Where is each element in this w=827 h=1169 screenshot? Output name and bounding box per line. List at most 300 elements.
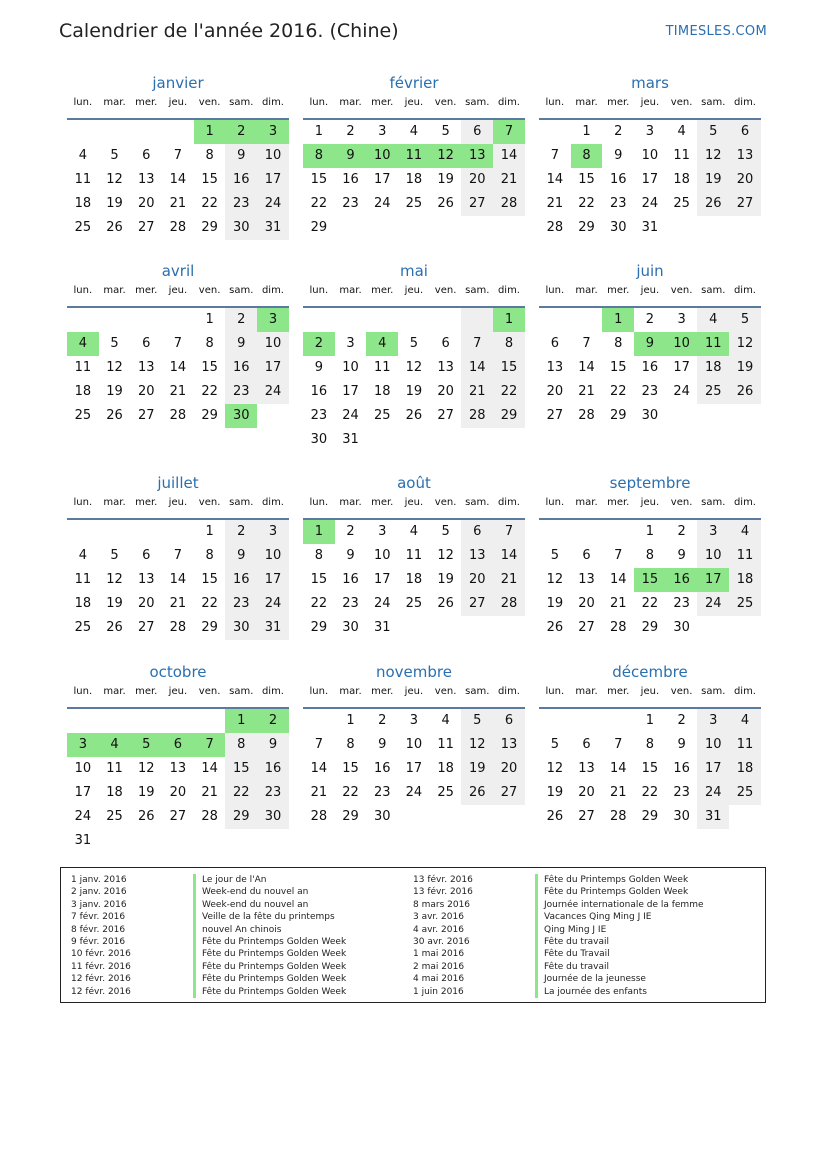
day-cell: 20 bbox=[437, 384, 454, 399]
empty-cell bbox=[461, 308, 493, 332]
day-cell: 18 bbox=[405, 572, 423, 587]
day-cell: 26 bbox=[106, 408, 123, 423]
day-grid bbox=[67, 308, 289, 428]
day-cell: 22 bbox=[578, 196, 595, 211]
legend-date: 2 janv. 2016 bbox=[71, 887, 127, 898]
weekday-header bbox=[67, 282, 289, 308]
month-block bbox=[67, 72, 289, 240]
day-cell: 11 bbox=[729, 733, 761, 757]
empty-cell bbox=[430, 308, 462, 332]
empty-cell bbox=[602, 520, 634, 544]
empty-cell bbox=[461, 616, 493, 640]
weekday-header bbox=[303, 282, 525, 308]
legend-holiday-name: Journée de la jeunesse bbox=[544, 974, 646, 985]
empty-cell bbox=[67, 308, 99, 332]
day-cell: 24 bbox=[257, 380, 289, 404]
day-cell: 18 bbox=[74, 596, 92, 611]
empty-cell bbox=[366, 216, 398, 240]
empty-cell bbox=[162, 308, 194, 332]
legend-item bbox=[413, 886, 704, 898]
weekday-header bbox=[67, 94, 289, 120]
day-cell: 9 bbox=[614, 148, 623, 163]
day-cell: 11 bbox=[74, 172, 92, 187]
holiday-marker bbox=[535, 911, 538, 923]
legend-item bbox=[413, 899, 704, 911]
weekday-label: jeu. bbox=[640, 285, 660, 296]
weekday-label: dim. bbox=[497, 497, 520, 508]
empty-cell bbox=[225, 829, 257, 853]
legend-item bbox=[71, 936, 346, 948]
day-cell: 2 bbox=[225, 520, 257, 544]
day-cell: 3 bbox=[677, 312, 686, 327]
holiday-marker bbox=[193, 911, 196, 923]
empty-cell bbox=[571, 520, 603, 544]
weekday-label: lun. bbox=[309, 285, 329, 296]
day-cell: 2 bbox=[225, 308, 257, 332]
month-block bbox=[303, 661, 525, 829]
day-cell: 14 bbox=[493, 544, 525, 568]
day-grid bbox=[539, 308, 761, 428]
empty-cell bbox=[539, 520, 571, 544]
weekday-label: lun. bbox=[545, 285, 565, 296]
day-cell: 29 bbox=[310, 220, 328, 235]
weekday-label: sam. bbox=[465, 97, 490, 108]
day-cell: 23 bbox=[225, 380, 257, 404]
day-cell: 18 bbox=[437, 761, 454, 776]
day-cell: 6 bbox=[142, 336, 151, 351]
day-cell: 4 bbox=[697, 308, 729, 332]
day-cell: 8 bbox=[645, 737, 655, 752]
day-cell: 24 bbox=[697, 781, 729, 805]
legend-date: 2 mai 2016 bbox=[413, 961, 465, 972]
day-cell: 7 bbox=[314, 737, 323, 752]
day-cell: 6 bbox=[550, 336, 559, 351]
legend-holiday-name: Qing Ming J IE bbox=[544, 924, 607, 935]
legend-item bbox=[71, 973, 346, 985]
day-cell: 19 bbox=[729, 356, 761, 380]
legend-item bbox=[71, 961, 346, 973]
month-block bbox=[303, 260, 525, 452]
day-cell: 5 bbox=[110, 336, 119, 351]
day-cell: 25 bbox=[106, 809, 123, 824]
empty-cell bbox=[430, 216, 462, 240]
day-cell: 23 bbox=[225, 192, 257, 216]
day-cell: 27 bbox=[461, 192, 493, 216]
day-cell: 27 bbox=[578, 620, 595, 635]
day-cell: 2 bbox=[346, 124, 355, 139]
day-cell: 10 bbox=[74, 761, 92, 776]
weekday-label: dim. bbox=[733, 686, 756, 697]
day-cell: 4 bbox=[78, 548, 87, 563]
day-cell: 28 bbox=[310, 809, 328, 824]
weekday-label: lun. bbox=[309, 497, 329, 508]
day-cell: 28 bbox=[461, 404, 493, 428]
day-cell: 4 bbox=[366, 332, 398, 356]
day-cell: 31 bbox=[697, 805, 729, 829]
day-cell: 9 bbox=[335, 144, 367, 168]
holiday-marker bbox=[193, 886, 196, 898]
day-cell: 25 bbox=[373, 408, 391, 423]
empty-cell bbox=[257, 404, 289, 428]
day-cell: 11 bbox=[405, 548, 423, 563]
legend-date: 8 févr. 2016 bbox=[71, 924, 126, 935]
day-cell: 5 bbox=[550, 548, 559, 563]
day-cell: 29 bbox=[310, 620, 328, 635]
day-cell: 12 bbox=[546, 572, 564, 587]
weekday-label: lun. bbox=[73, 686, 93, 697]
legend-item bbox=[71, 986, 346, 998]
weekday-header bbox=[539, 94, 761, 120]
day-cell: 30 bbox=[257, 805, 289, 829]
day-cell: 29 bbox=[493, 404, 525, 428]
day-cell: 14 bbox=[169, 172, 187, 187]
weekday-label: dim. bbox=[497, 285, 520, 296]
legend-column-right bbox=[413, 874, 704, 998]
day-cell: 8 bbox=[303, 144, 335, 168]
weekday-label: sam. bbox=[701, 686, 726, 697]
day-cell: 29 bbox=[641, 620, 659, 635]
empty-cell bbox=[398, 216, 430, 240]
day-cell: 9 bbox=[378, 737, 387, 752]
day-cell: 7 bbox=[493, 120, 525, 144]
holiday-marker bbox=[535, 986, 538, 998]
empty-cell bbox=[697, 404, 729, 428]
month-name: février bbox=[389, 74, 439, 92]
day-cell: 20 bbox=[137, 596, 155, 611]
day-cell: 27 bbox=[493, 781, 525, 805]
day-cell: 23 bbox=[310, 408, 328, 423]
day-grid bbox=[303, 308, 525, 452]
legend-date: 12 févr. 2016 bbox=[71, 974, 131, 985]
day-cell: 13 bbox=[461, 144, 493, 168]
day-cell: 17 bbox=[257, 356, 289, 380]
holiday-marker bbox=[193, 986, 196, 998]
day-cell: 18 bbox=[729, 568, 761, 592]
day-cell: 7 bbox=[614, 548, 623, 563]
empty-cell bbox=[162, 709, 194, 733]
day-cell: 15 bbox=[609, 360, 627, 375]
empty-cell bbox=[697, 216, 729, 240]
legend-item bbox=[413, 961, 704, 973]
day-cell: 3 bbox=[378, 124, 387, 139]
legend-date: 4 mai 2016 bbox=[413, 974, 465, 985]
empty-cell bbox=[303, 308, 335, 332]
day-cell: 5 bbox=[729, 308, 761, 332]
day-cell: 22 bbox=[201, 196, 218, 211]
day-cell: 23 bbox=[342, 596, 359, 611]
empty-cell bbox=[99, 120, 131, 144]
day-cell: 25 bbox=[729, 592, 761, 616]
day-cell: 11 bbox=[697, 332, 729, 356]
day-cell: 3 bbox=[257, 120, 289, 144]
weekday-label: dim. bbox=[733, 285, 756, 296]
empty-cell bbox=[99, 829, 131, 853]
month-name: décembre bbox=[612, 663, 688, 681]
day-cell: 27 bbox=[169, 809, 187, 824]
day-cell: 3 bbox=[697, 520, 729, 544]
weekday-label: mar. bbox=[339, 97, 362, 108]
legend-item bbox=[71, 886, 346, 898]
legend-item bbox=[71, 924, 346, 936]
day-cell: 25 bbox=[729, 781, 761, 805]
day-cell: 21 bbox=[578, 384, 595, 399]
day-cell: 22 bbox=[609, 384, 627, 399]
legend-holiday-name: La journée des enfants bbox=[544, 986, 647, 997]
day-cell: 17 bbox=[257, 168, 289, 192]
day-cell: 31 bbox=[257, 616, 289, 640]
empty-cell bbox=[67, 709, 99, 733]
weekday-label: lun. bbox=[545, 497, 565, 508]
day-cell: 16 bbox=[310, 384, 328, 399]
legend-date: 3 janv. 2016 bbox=[71, 899, 127, 910]
month-block bbox=[303, 472, 525, 640]
weekday-label: mer. bbox=[371, 285, 394, 296]
day-cell: 15 bbox=[493, 356, 525, 380]
weekday-label: jeu. bbox=[404, 686, 424, 697]
day-cell: 21 bbox=[169, 596, 187, 611]
day-cell: 23 bbox=[641, 384, 659, 399]
day-cell: 6 bbox=[162, 733, 194, 757]
day-cell: 29 bbox=[201, 620, 218, 635]
legend-holiday-name: Vacances Qing Ming J IE bbox=[544, 912, 652, 923]
weekday-label: mer. bbox=[371, 686, 394, 697]
legend-holiday-name: Fête du Printemps Golden Week bbox=[202, 961, 347, 972]
legend-item bbox=[413, 986, 704, 998]
day-cell: 3 bbox=[257, 520, 289, 544]
day-cell: 12 bbox=[729, 332, 761, 356]
legend-date: 11 févr. 2016 bbox=[71, 961, 131, 972]
day-cell: 8 bbox=[571, 144, 603, 168]
day-cell: 21 bbox=[310, 785, 328, 800]
day-cell: 19 bbox=[137, 785, 155, 800]
day-cell: 9 bbox=[257, 733, 289, 757]
empty-cell bbox=[430, 428, 462, 452]
weekday-label: jeu. bbox=[168, 497, 188, 508]
day-cell: 29 bbox=[342, 809, 359, 824]
day-cell: 14 bbox=[169, 360, 187, 375]
day-cell: 11 bbox=[373, 360, 391, 375]
day-cell: 6 bbox=[461, 120, 493, 144]
day-cell: 8 bbox=[205, 148, 214, 163]
day-cell: 14 bbox=[546, 172, 564, 187]
empty-cell bbox=[430, 805, 462, 829]
day-cell: 9 bbox=[677, 548, 686, 563]
day-cell: 27 bbox=[137, 408, 155, 423]
legend-holiday-name: Fête du Printemps Golden Week bbox=[544, 887, 689, 898]
day-cell: 11 bbox=[106, 761, 123, 776]
legend-item bbox=[71, 874, 346, 886]
day-cell: 16 bbox=[342, 572, 359, 587]
day-cell: 18 bbox=[106, 785, 123, 800]
month-name: janvier bbox=[152, 74, 204, 92]
day-cell: 28 bbox=[578, 408, 595, 423]
empty-cell bbox=[461, 805, 493, 829]
day-cell: 28 bbox=[169, 620, 187, 635]
day-cell: 8 bbox=[225, 733, 257, 757]
weekday-label: dim. bbox=[497, 97, 520, 108]
month-name: juin bbox=[636, 262, 664, 280]
weekday-label: lun. bbox=[73, 497, 93, 508]
empty-cell bbox=[729, 616, 761, 640]
empty-cell bbox=[99, 520, 131, 544]
day-cell: 8 bbox=[645, 548, 655, 563]
legend-date: 8 mars 2016 bbox=[413, 899, 471, 910]
day-cell: 4 bbox=[441, 713, 450, 728]
day-cell: 26 bbox=[437, 596, 454, 611]
day-cell: 2 bbox=[303, 332, 335, 356]
legend-holiday-name: Week-end du nouvel an bbox=[202, 887, 309, 898]
day-cell: 28 bbox=[169, 408, 187, 423]
month-name: août bbox=[397, 474, 431, 492]
day-cell: 16 bbox=[373, 761, 391, 776]
day-cell: 18 bbox=[405, 172, 423, 187]
day-cell: 5 bbox=[461, 709, 493, 733]
weekday-label: lun. bbox=[545, 686, 565, 697]
day-cell: 13 bbox=[729, 144, 761, 168]
weekday-label: mer. bbox=[607, 285, 630, 296]
day-cell: 21 bbox=[609, 785, 627, 800]
day-cell: 4 bbox=[729, 520, 761, 544]
weekday-header bbox=[67, 683, 289, 709]
day-cell: 14 bbox=[310, 761, 328, 776]
empty-cell bbox=[162, 120, 194, 144]
day-cell: 25 bbox=[405, 596, 423, 611]
day-cell: 5 bbox=[409, 336, 419, 351]
holiday-marker bbox=[193, 936, 196, 948]
day-cell: 10 bbox=[641, 148, 659, 163]
day-cell: 6 bbox=[142, 148, 151, 163]
day-cell: 22 bbox=[493, 380, 525, 404]
day-cell: 5 bbox=[110, 148, 119, 163]
day-cell: 2 bbox=[378, 713, 387, 728]
legend-item bbox=[413, 948, 704, 960]
holiday-marker bbox=[535, 924, 538, 936]
day-cell: 15 bbox=[201, 172, 218, 187]
day-cell: 30 bbox=[225, 216, 257, 240]
day-cell: 27 bbox=[461, 592, 493, 616]
day-cell: 25 bbox=[673, 196, 690, 211]
day-cell: 1 bbox=[645, 524, 655, 539]
empty-cell bbox=[430, 616, 462, 640]
day-cell: 12 bbox=[430, 144, 462, 168]
month-block bbox=[67, 260, 289, 428]
day-cell: 29 bbox=[641, 809, 659, 824]
day-cell: 15 bbox=[342, 761, 359, 776]
legend-holiday-name: nouvel An chinois bbox=[202, 924, 282, 935]
legend-date: 7 févr. 2016 bbox=[71, 912, 126, 923]
empty-cell bbox=[398, 805, 430, 829]
weekday-header bbox=[539, 683, 761, 709]
weekday-label: sam. bbox=[229, 97, 254, 108]
day-cell: 29 bbox=[578, 220, 595, 235]
weekday-label: ven. bbox=[434, 97, 457, 108]
weekday-label: ven. bbox=[670, 285, 693, 296]
empty-cell bbox=[335, 216, 367, 240]
weekday-label: dim. bbox=[497, 686, 520, 697]
day-cell: 8 bbox=[614, 336, 623, 351]
holiday-marker bbox=[535, 874, 538, 886]
day-grid bbox=[67, 120, 289, 240]
empty-cell bbox=[571, 308, 603, 332]
weekday-label: lun. bbox=[309, 97, 329, 108]
day-cell: 9 bbox=[346, 548, 355, 563]
day-cell: 2 bbox=[677, 524, 686, 539]
day-cell: 30 bbox=[609, 220, 627, 235]
day-cell: 9 bbox=[314, 360, 323, 375]
day-cell: 7 bbox=[614, 737, 623, 752]
day-cell: 26 bbox=[437, 196, 454, 211]
day-cell: 31 bbox=[257, 216, 289, 240]
brand-link[interactable]: TIMESLES.COM bbox=[665, 24, 767, 39]
day-cell: 11 bbox=[437, 737, 454, 752]
day-cell: 22 bbox=[342, 785, 359, 800]
holiday-marker bbox=[535, 973, 538, 985]
day-cell: 15 bbox=[578, 172, 595, 187]
month-block bbox=[539, 472, 761, 640]
weekday-label: dim. bbox=[733, 497, 756, 508]
day-cell: 18 bbox=[74, 196, 92, 211]
empty-cell bbox=[666, 216, 698, 240]
day-cell: 24 bbox=[74, 809, 92, 824]
weekday-label: jeu. bbox=[404, 97, 424, 108]
day-cell: 9 bbox=[634, 332, 666, 356]
weekday-label: mer. bbox=[135, 97, 158, 108]
weekday-label: mer. bbox=[135, 686, 158, 697]
weekday-label: lun. bbox=[73, 97, 93, 108]
day-cell: 18 bbox=[373, 384, 391, 399]
day-cell: 17 bbox=[641, 172, 659, 187]
legend-item bbox=[413, 874, 704, 886]
day-cell: 11 bbox=[74, 360, 92, 375]
day-cell: 24 bbox=[257, 192, 289, 216]
weekday-label: lun. bbox=[545, 97, 565, 108]
legend-holiday-name: Fête du Travail bbox=[544, 949, 610, 960]
day-cell: 24 bbox=[373, 196, 391, 211]
day-cell: 16 bbox=[641, 360, 659, 375]
day-cell: 2 bbox=[257, 709, 289, 733]
empty-cell bbox=[366, 428, 398, 452]
day-cell: 7 bbox=[550, 148, 559, 163]
day-cell: 30 bbox=[225, 404, 257, 428]
day-cell: 23 bbox=[609, 196, 627, 211]
day-grid bbox=[67, 709, 289, 853]
day-cell: 6 bbox=[493, 709, 525, 733]
day-grid bbox=[303, 520, 525, 640]
weekday-label: ven. bbox=[434, 285, 457, 296]
day-cell: 23 bbox=[373, 785, 391, 800]
day-cell: 6 bbox=[142, 548, 151, 563]
day-cell: 31 bbox=[74, 833, 92, 848]
month-block bbox=[539, 661, 761, 829]
empty-cell bbox=[571, 709, 603, 733]
day-cell: 30 bbox=[641, 408, 659, 423]
legend-item bbox=[413, 936, 704, 948]
legend-date: 3 avr. 2016 bbox=[413, 912, 464, 923]
day-cell: 13 bbox=[137, 360, 155, 375]
day-cell: 15 bbox=[310, 572, 328, 587]
month-block bbox=[67, 472, 289, 640]
day-cell: 16 bbox=[225, 356, 257, 380]
month-name: septembre bbox=[609, 474, 691, 492]
legend-holiday-name: Le jour de l'An bbox=[202, 875, 267, 885]
weekday-label: mar. bbox=[339, 686, 362, 697]
legend-holiday-name: Fête du travail bbox=[544, 961, 610, 972]
day-cell: 15 bbox=[201, 572, 218, 587]
day-cell: 1 bbox=[303, 520, 335, 544]
day-cell: 12 bbox=[137, 761, 155, 776]
weekday-label: dim. bbox=[733, 97, 756, 108]
day-cell: 9 bbox=[225, 144, 257, 168]
